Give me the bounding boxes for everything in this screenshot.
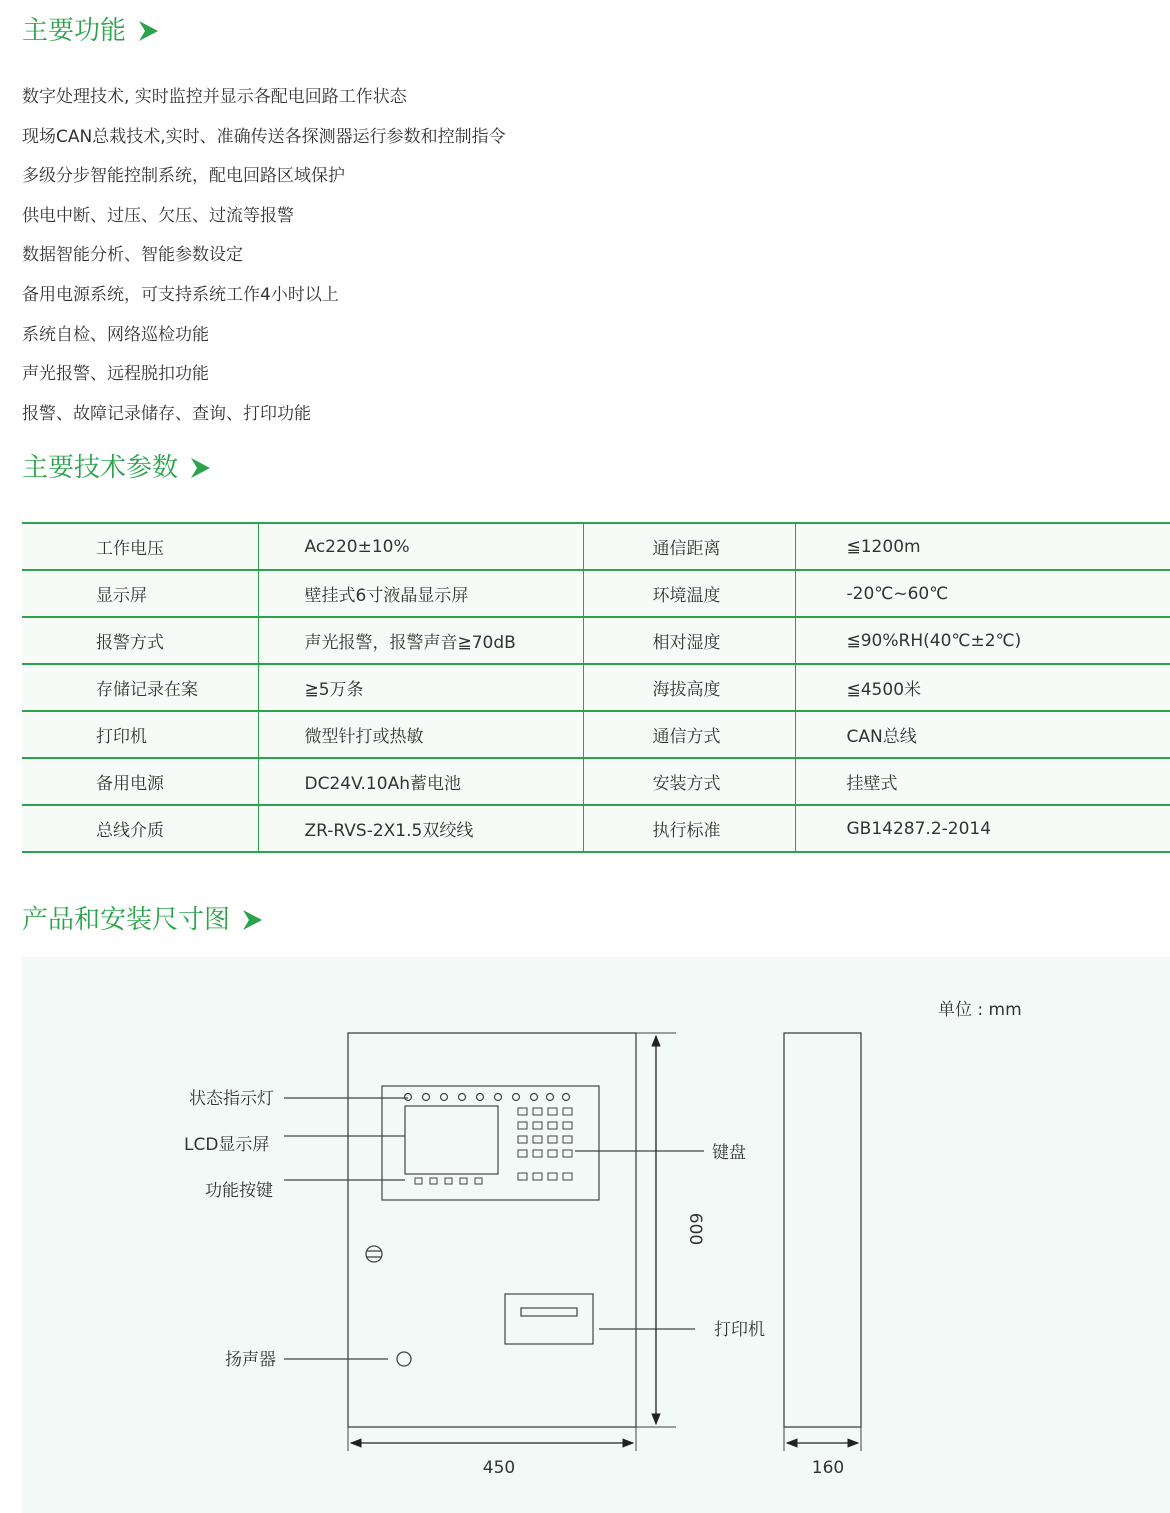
- keypad: [518, 1108, 572, 1180]
- param-name: 相对湿度: [583, 617, 795, 664]
- param-value: -20℃~60℃: [795, 570, 1170, 617]
- arrow-right-icon: [136, 19, 160, 43]
- feature-item: 供电中断、过压、欠压、过流等报警: [22, 205, 294, 226]
- feature-item: 声光报警、远程脱扣功能: [22, 364, 209, 385]
- arrow-right-icon: [240, 908, 264, 932]
- label-function-keys: 功能按键: [205, 1181, 273, 1201]
- table-row: [22, 758, 1170, 805]
- param-value: ≦90%RH(40℃±2℃): [795, 617, 1170, 664]
- param-value: 微型针打或热敏: [258, 711, 583, 758]
- section-features-title: 主要功能: [22, 16, 127, 46]
- param-value: ≧5万条: [258, 664, 583, 711]
- feature-item: 报警、故障记录储存、查询、打印功能: [22, 403, 311, 424]
- param-name: 工作电压: [22, 523, 258, 570]
- feature-item: 系统自检、网络巡检功能: [22, 324, 209, 345]
- cabinet-front: [348, 1033, 636, 1427]
- feature-item: 多级分步智能控制系统，配电回路区域保护: [22, 166, 345, 187]
- features-list: [22, 83, 506, 439]
- params-table: [22, 522, 1170, 853]
- param-name: 安装方式: [583, 758, 795, 805]
- label-lcd: LCD显示屏: [184, 1135, 270, 1155]
- speaker-icon: [397, 1352, 411, 1366]
- param-value: ZR-RVS-2X1.5双绞线: [258, 805, 583, 852]
- unit-label: 单位 : mm: [938, 1000, 1022, 1020]
- param-name: 打印机: [22, 711, 258, 758]
- param-value: DC24V.10Ah蓄电池: [258, 758, 583, 805]
- param-name: 执行标准: [583, 805, 795, 852]
- param-name: 海拔高度: [583, 664, 795, 711]
- param-value: Ac220±10%: [258, 523, 583, 570]
- table-row: [22, 617, 1170, 664]
- label-status-light: 状态指示灯: [189, 1089, 274, 1109]
- param-value: ≦4500米: [795, 664, 1170, 711]
- feature-item: 数据智能分析、智能参数设定: [22, 245, 243, 266]
- dimension-drawing: [22, 957, 1170, 1513]
- param-name: 存储记录在案: [22, 664, 258, 711]
- feature-item: 备用电源系统，可支持系统工作4小时以上: [22, 284, 339, 305]
- param-value: ≦1200m: [795, 523, 1170, 570]
- section-features-heading: [22, 15, 160, 47]
- param-name: 总线介质: [22, 805, 258, 852]
- param-value: GB14287.2-2014: [795, 805, 1170, 852]
- param-name: 通信距离: [583, 523, 795, 570]
- section-diagram-title: 产品和安装尺寸图: [22, 905, 231, 935]
- param-name: 显示屏: [22, 570, 258, 617]
- table-row: [22, 664, 1170, 711]
- param-value: CAN总线: [795, 711, 1170, 758]
- lock-icon: [366, 1246, 382, 1262]
- status-lights: [405, 1094, 570, 1101]
- width-dimension-label: 450: [482, 1458, 516, 1478]
- param-value: 声光报警，报警声音≧70dB: [258, 617, 583, 664]
- param-name: 报警方式: [22, 617, 258, 664]
- printer: [505, 1294, 593, 1344]
- height-dimension-label: 600: [685, 1212, 705, 1246]
- cabinet-side: [784, 1033, 861, 1427]
- label-keyboard: 键盘: [712, 1143, 746, 1163]
- depth-dimension-label: 160: [811, 1458, 845, 1478]
- function-keys: [415, 1178, 482, 1184]
- table-row: [22, 523, 1170, 570]
- table-row: [22, 805, 1170, 852]
- section-params-heading: [22, 452, 212, 484]
- section-diagram-heading: [22, 904, 264, 936]
- callout-lines: [284, 1098, 704, 1359]
- table-row: [22, 570, 1170, 617]
- param-name: 通信方式: [583, 711, 795, 758]
- param-value: 挂壁式: [795, 758, 1170, 805]
- printer-slot: [521, 1308, 577, 1316]
- lcd-screen: [405, 1106, 498, 1174]
- param-name: 环境温度: [583, 570, 795, 617]
- param-value: 壁挂式6寸液晶显示屏: [258, 570, 583, 617]
- param-name: 备用电源: [22, 758, 258, 805]
- feature-item: 数字处理技术, 实时监控并显示各配电回路工作状态: [22, 87, 407, 107]
- feature-item: 现场CAN总栽技术,实时、准确传送各探测器运行参数和控制指令: [22, 126, 506, 147]
- table-row: [22, 711, 1170, 758]
- section-params-title: 主要技术参数: [22, 453, 179, 483]
- label-speaker: 扬声器: [225, 1350, 276, 1370]
- label-printer: 打印机: [714, 1320, 765, 1340]
- arrow-right-icon: [188, 456, 212, 480]
- dimension-drawing-svg: [22, 957, 1170, 1513]
